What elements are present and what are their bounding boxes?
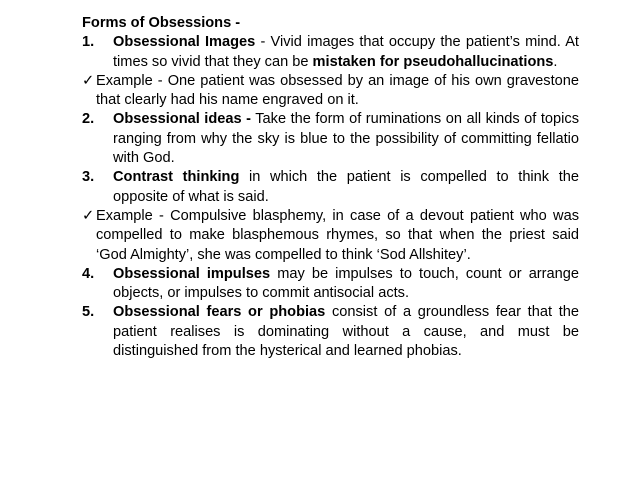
list-item-obsessional-ideas: [82, 110, 579, 168]
item-text: consist of a groundless fear that the patient realises is dominating without a cause, and must be distinguished from the hysterical and learned phobias.: [113, 304, 579, 360]
list-item-obsessional-impulses: [82, 265, 579, 304]
item-number: 3.: [82, 169, 95, 186]
item-number: 5.: [82, 304, 95, 321]
item-body: Example - Compulsive blasphemy, in case of a devout patient who was compelled to make blasphemous rhymes, so that when the priest said ‘God Almighty’, she was compelled to think ‘Sod Allshitey’.: [96, 207, 579, 263]
item-text: Take the form of ruminations on all kinds of topics ranging from why the sky is blue to the possibility of committing fellatio with God.: [113, 111, 579, 167]
item-text-end: .: [553, 53, 558, 70]
slide-title: Forms of Obsessions -: [82, 15, 241, 31]
item-text: in which the patient is compelled to think the opposite of what is said.: [113, 169, 579, 205]
item-number: 4.: [82, 265, 95, 282]
item-body: [113, 303, 579, 361]
item-term: Obsessional ideas -: [113, 111, 251, 128]
slide-content: [82, 14, 579, 361]
item-number: 1.: [82, 34, 95, 51]
list-item-obsessional-fears: [82, 303, 579, 361]
item-text: may be impulses to touch, count or arrange objects, or impulses to commit antisocial acts.: [113, 265, 579, 302]
checkmark-icon: ✓: [82, 72, 95, 89]
list-item-example-gravestone: [82, 72, 579, 111]
item-term: Contrast thinking: [113, 169, 240, 186]
item-body: [113, 265, 579, 304]
item-term: Obsessional impulses: [113, 265, 271, 282]
checkmark-icon: ✓: [82, 207, 95, 224]
item-body: [113, 33, 579, 72]
item-body: [113, 110, 579, 168]
item-emphasis: mistaken for pseudohallucinations: [312, 53, 554, 70]
item-body: [113, 168, 579, 207]
item-number: 2.: [82, 111, 95, 128]
list-item-contrast-thinking: [82, 168, 579, 207]
item-term: Obsessional fears or phobias: [113, 304, 326, 321]
list-item-obsessional-images: [82, 33, 579, 72]
list-item-example-blasphemy: [82, 207, 579, 265]
item-body: Example - One patient was obsessed by an image of his own gravestone that clearly had his name engraved on it.: [96, 72, 579, 109]
item-term: Obsessional Images: [113, 34, 256, 51]
item-text: - Vivid images that occupy the patient’s mind. At times so vivid that they can be: [113, 34, 579, 70]
